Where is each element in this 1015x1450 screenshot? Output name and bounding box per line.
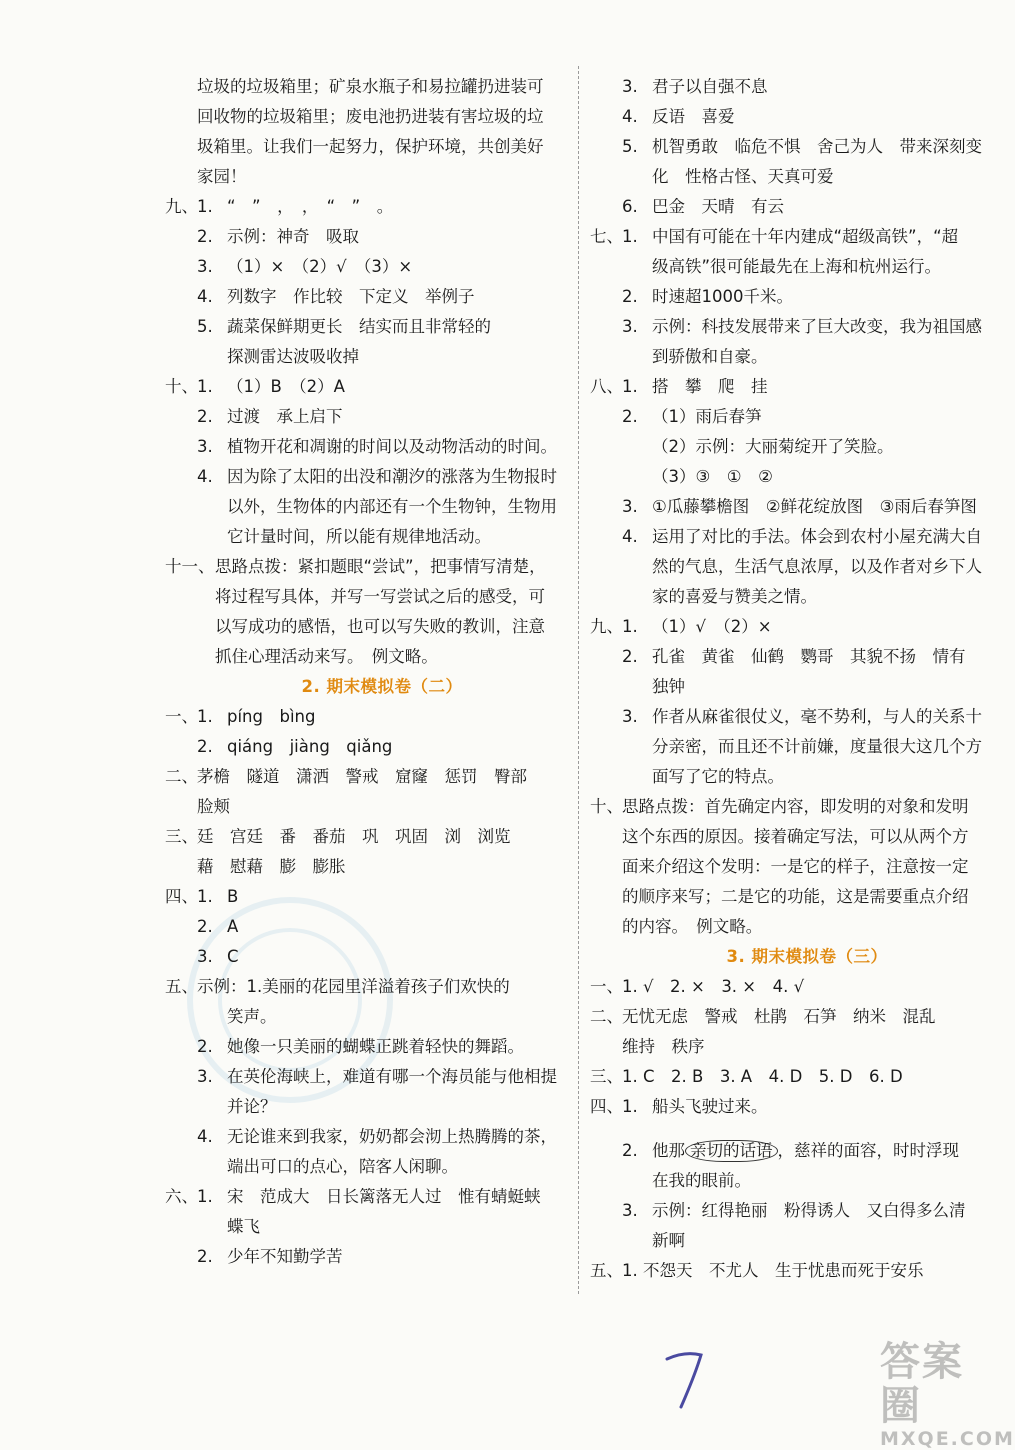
answer-line bbox=[197, 1242, 567, 1272]
item-number: 3. bbox=[622, 1201, 638, 1220]
item-text: 巴金 天晴 有云 bbox=[652, 197, 784, 216]
answer-line bbox=[622, 132, 992, 162]
item-text: 过渡 承上启下 bbox=[227, 407, 343, 426]
item-text: 茅檐 隧道 潇洒 警戒 窟窿 惩罚 臀部 bbox=[197, 767, 527, 786]
item-number: 2. bbox=[622, 287, 638, 306]
item-text: B bbox=[227, 887, 239, 906]
section-label: 九、 bbox=[165, 197, 198, 216]
item-text: 以写成功的感悟，也可以写失败的教训，注意 bbox=[215, 617, 545, 636]
item-text: 在我的眼前。 bbox=[652, 1171, 751, 1190]
section-label: 十一、 bbox=[165, 557, 215, 576]
answer-line bbox=[197, 102, 567, 132]
section-label: 二、 bbox=[165, 767, 198, 786]
section-label: 一、 bbox=[590, 977, 623, 996]
item-number: 2. bbox=[622, 647, 638, 666]
item-text: 宋 范成大 日长篱落无人过 惟有蜻蜓蛱 bbox=[227, 1187, 541, 1206]
item-number: 1. bbox=[622, 227, 638, 246]
section-label: 五、 bbox=[590, 1261, 623, 1280]
item-number: 1. bbox=[197, 1187, 213, 1206]
answer-line bbox=[197, 132, 567, 162]
item-text: 示例：科技发展带来了巨大改变，我为祖国感 bbox=[652, 317, 982, 336]
item-number: 3. bbox=[197, 1067, 213, 1086]
watermark-line2: MXQE.COM bbox=[880, 1428, 1015, 1450]
answer-line bbox=[622, 192, 992, 222]
answer-line bbox=[165, 822, 567, 852]
answer-line bbox=[622, 522, 992, 552]
section-label: 一、 bbox=[165, 707, 198, 726]
item-text: píng bìng bbox=[227, 707, 316, 726]
item-text: 示例：红得艳丽 粉得诱人 又白得多么清 bbox=[652, 1201, 966, 1220]
answer-line bbox=[590, 372, 992, 402]
section-label: 十、 bbox=[165, 377, 198, 396]
item-text: 运用了对比的手法。体会到农村小屋充满大自 bbox=[652, 527, 982, 546]
answer-line bbox=[197, 942, 567, 972]
item-text: （1）雨后春笋 bbox=[652, 407, 762, 426]
item-number: 2. bbox=[197, 1037, 213, 1056]
item-text: （1）√ （2）× bbox=[652, 617, 772, 636]
answer-line bbox=[622, 492, 992, 522]
item-number: 3. bbox=[622, 707, 638, 726]
answer-line bbox=[197, 402, 567, 432]
item-text: 在英伦海峡上，难道有哪一个海员能与他相提 bbox=[227, 1067, 557, 1086]
answer-line bbox=[197, 492, 567, 522]
answer-line bbox=[622, 282, 992, 312]
item-text: 时速超1000千米。 bbox=[652, 287, 793, 306]
answer-line bbox=[197, 282, 567, 312]
item-text: 植物开花和凋谢的时间以及动物活动的时间。 bbox=[227, 437, 557, 456]
item-number: 3. bbox=[197, 947, 213, 966]
answer-line bbox=[622, 102, 992, 132]
answer-line bbox=[622, 462, 992, 492]
item-text: 化 性格古怪、天真可爱 bbox=[652, 167, 834, 186]
item-text: （1）B （2）A bbox=[227, 377, 345, 396]
section-label: 八、 bbox=[590, 377, 623, 396]
item-text: 因为除了太阳的出没和潮汐的涨落为生物报时 bbox=[227, 467, 557, 486]
answer-line bbox=[622, 72, 992, 102]
answer-line bbox=[197, 462, 567, 492]
example-prefix: 示例： bbox=[197, 977, 247, 996]
answer-line bbox=[197, 1152, 567, 1182]
section-label: 十、 bbox=[590, 797, 623, 816]
item-number: 1. bbox=[197, 197, 213, 216]
item-text: 的顺序来写；二是它的功能，这是需要重点介绍 bbox=[622, 887, 969, 906]
answer-line bbox=[622, 672, 992, 702]
section-title: 2. 期末模拟卷（二） bbox=[301, 677, 463, 696]
answer-line bbox=[590, 1092, 992, 1122]
text-after: ，慈祥的面容，时时浮现 bbox=[777, 1141, 959, 1160]
item-number: 2. bbox=[197, 407, 213, 426]
answer-line bbox=[622, 342, 992, 372]
answer-line bbox=[197, 1032, 567, 1062]
answer-line bbox=[197, 1062, 567, 1092]
item-number: 4. bbox=[197, 467, 213, 486]
item-text: 无论谁来到我家，奶奶都会沏上热腾腾的茶， bbox=[227, 1127, 557, 1146]
item-text: 新啊 bbox=[652, 1231, 685, 1250]
answer-line bbox=[622, 162, 992, 192]
answer-line bbox=[590, 612, 992, 642]
item-number: 2. bbox=[197, 737, 213, 756]
item-text: 抓住心理活动来写。 例文略。 bbox=[215, 647, 438, 666]
item-text: 少年不知勤学苦 bbox=[227, 1247, 343, 1266]
left-column bbox=[165, 72, 567, 1272]
item-number: 3. bbox=[197, 437, 213, 456]
answer-line bbox=[622, 582, 992, 612]
item-text: （3）③ ① ② bbox=[652, 467, 773, 486]
item-text: 到骄傲和自豪。 bbox=[652, 347, 768, 366]
section-label: 二、 bbox=[590, 1007, 623, 1026]
item-number: 2. bbox=[197, 1247, 213, 1266]
answer-line bbox=[197, 162, 567, 192]
text-before: 他那 bbox=[652, 1141, 685, 1160]
answer-line bbox=[197, 432, 567, 462]
answer-line bbox=[590, 222, 992, 252]
answer-line bbox=[622, 312, 992, 342]
answer-line bbox=[197, 642, 567, 672]
answer-line bbox=[197, 1002, 567, 1032]
column-divider bbox=[578, 66, 579, 1294]
item-number: 3. bbox=[622, 497, 638, 516]
item-number: 1. bbox=[197, 707, 213, 726]
item-text: 船头飞驶过来。 bbox=[652, 1097, 768, 1116]
answer-line bbox=[197, 732, 567, 762]
item-text: 搭 攀 爬 挂 bbox=[652, 377, 768, 396]
answer-line bbox=[622, 882, 992, 912]
page-number bbox=[655, 1345, 715, 1415]
answer-line bbox=[197, 612, 567, 642]
item-text: 面写了它的特点。 bbox=[652, 767, 784, 786]
answer-line bbox=[197, 852, 567, 882]
item-text: 孔雀 黄雀 仙鹤 鹦哥 其貌不扬 情有 bbox=[652, 647, 966, 666]
answer-line bbox=[197, 72, 567, 102]
item-number: 5. bbox=[197, 317, 213, 336]
item-text: 面来介绍这个发明：一是它的样子，注意按一定 bbox=[622, 857, 969, 876]
section-label: 三、 bbox=[165, 827, 198, 846]
item-text: （2）示例：大丽菊绽开了笑脸。 bbox=[652, 437, 894, 456]
item-text: （1）× （2）√ （3）× bbox=[227, 257, 413, 276]
item-text: 美丽的花园里洋溢着孩子们欢快的 bbox=[262, 977, 510, 996]
item-text: 她像一只美丽的蝴蝶正跳着轻快的舞蹈。 bbox=[227, 1037, 524, 1056]
item-text: 中国有可能在十年内建成“超级高铁”，“超 bbox=[652, 227, 959, 246]
item-text: 机智勇敢 临危不惧 舍己为人 带来深刻变 bbox=[652, 137, 982, 156]
item-number: 5. bbox=[622, 137, 638, 156]
answer-line bbox=[622, 1032, 992, 1062]
item-text: 笑声。 bbox=[227, 1007, 277, 1026]
item-text: 示例：神奇 吸取 bbox=[227, 227, 359, 246]
answer-line bbox=[590, 1002, 992, 1032]
answer-line bbox=[197, 1122, 567, 1152]
answer-line bbox=[165, 372, 567, 402]
answer-line bbox=[197, 252, 567, 282]
section-label: 三、 bbox=[590, 1067, 623, 1086]
right-column bbox=[590, 72, 992, 1286]
answer-line bbox=[590, 1062, 992, 1092]
answer-line bbox=[622, 252, 992, 282]
item-number: 1. bbox=[622, 617, 638, 636]
answer-line bbox=[197, 912, 567, 942]
item-text: 探测雷达波吸收掉 bbox=[227, 347, 359, 366]
item-text: 反语 喜爱 bbox=[652, 107, 735, 126]
item-text: 将过程写具体，并写一写尝试之后的感受，可 bbox=[215, 587, 545, 606]
watermark-logo bbox=[880, 1339, 1015, 1450]
answer-line bbox=[622, 402, 992, 432]
answer-line bbox=[165, 882, 567, 912]
item-text: 独钟 bbox=[652, 677, 685, 696]
answer-line bbox=[165, 762, 567, 792]
item-number: 4. bbox=[197, 287, 213, 306]
item-number: 4. bbox=[197, 1127, 213, 1146]
answer-line bbox=[165, 192, 567, 222]
item-text: 蔬菜保鲜期更长 结实而且非常轻的 bbox=[227, 317, 491, 336]
item-text: 家的喜爱与赞美之情。 bbox=[652, 587, 817, 606]
item-text: C bbox=[227, 947, 239, 966]
item-text: 垃圾的垃圾箱里；矿泉水瓶子和易拉罐扔进装可 bbox=[197, 77, 544, 96]
answer-line bbox=[622, 912, 992, 942]
item-number: 3. bbox=[622, 317, 638, 336]
answer-line bbox=[622, 1196, 992, 1226]
item-text: 分亲密，而且还不计前嫌，度量很大这几个方 bbox=[652, 737, 982, 756]
item-text: 并论？ bbox=[227, 1097, 277, 1116]
answer-line bbox=[622, 702, 992, 732]
item-number: 2. bbox=[622, 1141, 638, 1160]
item-text: 这个东西的原因。接着确定写法，可以从两个方 bbox=[622, 827, 969, 846]
item-number: 4. bbox=[622, 527, 638, 546]
answer-line bbox=[622, 762, 992, 792]
item-number: 1. bbox=[622, 1097, 638, 1116]
item-text: 维持 秩序 bbox=[622, 1037, 705, 1056]
answer-line bbox=[165, 552, 567, 582]
answer-line bbox=[622, 1166, 992, 1196]
section-label: 四、 bbox=[590, 1097, 623, 1116]
item-text: 藉 慰藉 膨 膨胀 bbox=[197, 857, 346, 876]
item-number: 1. bbox=[197, 377, 213, 396]
item-text: 思路点拨：首先确定内容，即发明的对象和发明 bbox=[622, 797, 969, 816]
answer-line bbox=[622, 1226, 992, 1256]
item-number: 3. bbox=[197, 257, 213, 276]
item-number: 4. bbox=[622, 107, 638, 126]
answer-line bbox=[197, 222, 567, 252]
answer-line bbox=[197, 1092, 567, 1122]
answer-line bbox=[622, 432, 992, 462]
answer-line bbox=[197, 1212, 567, 1242]
item-text: 思路点拨：紧扣题眼“尝试”，把事情写清楚， bbox=[215, 557, 546, 576]
item-text: 圾箱里。让我们一起努力，保护环境，共创美好 bbox=[197, 137, 544, 156]
answer-line bbox=[197, 312, 567, 342]
item-number: 2. bbox=[622, 407, 638, 426]
item-text: 1. 不怨天 不尤人 生于忧患而死于安乐 bbox=[622, 1261, 924, 1280]
answer-line bbox=[622, 732, 992, 762]
answer-line bbox=[590, 792, 992, 822]
handwritten-seven-icon bbox=[655, 1345, 715, 1415]
item-text: 回收物的垃圾箱里；废电池扔进装有害垃圾的垃 bbox=[197, 107, 544, 126]
answer-line bbox=[622, 822, 992, 852]
answer-line bbox=[590, 972, 992, 1002]
item-text: 家园！ bbox=[197, 167, 247, 186]
item-text: 端出可口的点心，陪客人闲聊。 bbox=[227, 1157, 458, 1176]
answer-line bbox=[622, 852, 992, 882]
item-number: 1. bbox=[246, 977, 263, 996]
item-text: 脸颊 bbox=[197, 797, 230, 816]
answer-line bbox=[165, 972, 567, 1002]
item-text: 的内容。 例文略。 bbox=[622, 917, 763, 936]
item-text: 1. √ 2. × 3. × 4. √ bbox=[622, 977, 805, 996]
item-text: “ ” ， ， “ ” 。 bbox=[227, 197, 394, 216]
item-text: 无忧无虑 警戒 杜鹃 石笋 纳米 混乱 bbox=[622, 1007, 936, 1026]
answer-line bbox=[622, 552, 992, 582]
item-text bbox=[622, 1136, 992, 1166]
item-text: 君子以自强不息 bbox=[652, 77, 768, 96]
circled-phrase: 亲切的话语 bbox=[685, 1140, 778, 1162]
section-label: 七、 bbox=[590, 227, 623, 246]
answer-line bbox=[197, 582, 567, 612]
item-number: 6. bbox=[622, 197, 638, 216]
answer-line bbox=[165, 1182, 567, 1212]
item-text: 然的气息，生活气息浓厚，以及作者对乡下人 bbox=[652, 557, 982, 576]
item-number: 2. bbox=[197, 227, 213, 246]
item-text: 作者从麻雀很仗义，毫不势利，与人的关系十 bbox=[652, 707, 982, 726]
item-number: 2. bbox=[197, 917, 213, 936]
section-title: 3. 期末模拟卷（三） bbox=[726, 947, 888, 966]
item-text: A bbox=[227, 917, 239, 936]
answer-line bbox=[165, 702, 567, 732]
item-number: 1. bbox=[622, 377, 638, 396]
item-text: 廷 宫廷 番 番茄 巩 巩固 浏 浏览 bbox=[197, 827, 511, 846]
item-text: 1. C 2. B 3. A 4. D 5. D 6. D bbox=[622, 1067, 903, 1086]
answer-line bbox=[197, 522, 567, 552]
item-text: 级高铁”很可能最先在上海和杭州运行。 bbox=[652, 257, 942, 276]
item-text: ①瓜藤攀檐图 ②鲜花绽放图 ③雨后春笋图 bbox=[652, 497, 977, 516]
section-label: 四、 bbox=[165, 887, 198, 906]
answer-line bbox=[197, 792, 567, 822]
answer-line bbox=[622, 1136, 992, 1166]
item-text: 蝶飞 bbox=[227, 1217, 260, 1236]
item-text: 列数字 作比较 下定义 举例子 bbox=[227, 287, 475, 306]
section-label: 九、 bbox=[590, 617, 623, 636]
watermark-line1: 答案圈 bbox=[880, 1339, 964, 1429]
item-number: 1. bbox=[197, 887, 213, 906]
item-text: 它计量时间，所以能有规律地活动。 bbox=[227, 527, 491, 546]
answer-line bbox=[622, 642, 992, 672]
item-text: 以外，生物体的内部还有一个生物钟，生物用 bbox=[227, 497, 557, 516]
item-text: qiáng jiàng qiǎng bbox=[227, 737, 393, 756]
section-label: 五、 bbox=[165, 977, 198, 996]
section-label: 六、 bbox=[165, 1187, 198, 1206]
item-number: 3. bbox=[622, 77, 638, 96]
answer-line bbox=[590, 1256, 992, 1286]
answer-line bbox=[197, 342, 567, 372]
